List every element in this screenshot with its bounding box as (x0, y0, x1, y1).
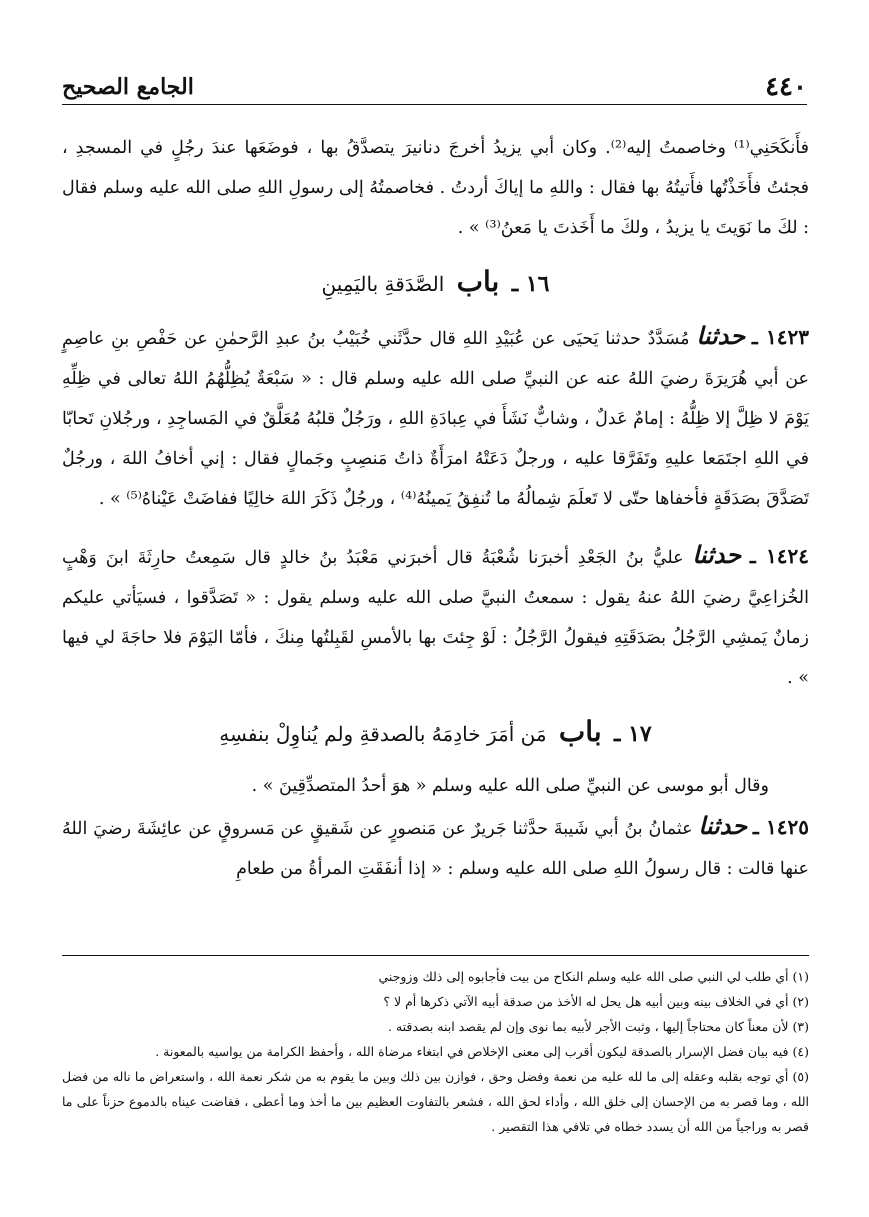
continuation-paragraph: فأَنكَحَنِي⁽¹⁾ وخاصمتُ إليه⁽²⁾. وكان أبي يزيدُ أخرجَ دنانيرَ يتصدَّقُ بها ، فوضَعَها عندَ رجُلٍ في المسجدِ ، فجئتُ فأَخَذْتُها فأَتيتُهُ بها فقال : واللهِ ما إياكَ أردتُ . فخاصمتُهُ إلى رسولِ اللهِ صلى الله عليه وسلم فقال : لكَ ما نَوَيتَ يا يزيدُ ، ولكَ ما أَخَذتَ يا مَعنُ⁽³⁾ » . (62, 138, 810, 238)
hadith-text: عليُّ بنُ الجَعْدِ أخبرَنا شُعْبَةُ قال أخبرَني مَعْبَدُ بنُ خالدٍ قال سَمِعتُ حارِثَةَ ابنَ وَهْبٍ الخُزاعِيَّ رضيَ اللهُ عنهُ يقول : سمعتُ النبيَّ صلى الله عليه وسلم يقول : « تَصَدَّقوا ، فسيَأتي عليكم زمانٌ يَمشِي الرَّجُلُ بصَدَقَتِهِ فيقولُ الرَّجُلُ : لَوْ جِئتَ بها بالأمسِ لقَبِلتُها مِنكَ ، فأمّا اليَوْمَ فلا حاجَةَ لي فيها » . (62, 548, 809, 688)
hadith-haddathana: حدثنا (698, 811, 748, 840)
page-number: ٤٤٠ (765, 72, 807, 102)
main-text (62, 128, 809, 889)
spacer (62, 519, 809, 535)
running-title: الجامع الصحيح (62, 74, 194, 100)
hadith-1425 (62, 806, 809, 889)
chapter-title: الصَّدَقةِ باليَمِينِ (321, 272, 445, 296)
hadith-1423 (62, 316, 809, 519)
chapter-title: مَن أمَرَ خادِمَهُ بالصدقةِ ولم يُناوِلْ بنفسِهِ (219, 722, 547, 746)
footnotes (62, 955, 809, 1139)
hadith-1424 (62, 535, 809, 698)
chapter-17-heading (62, 710, 809, 756)
hadith-number: ١٤٢٤ ـ (749, 544, 809, 568)
hadith-haddathana: حدثنا (696, 321, 746, 350)
footnote-2: (٢) أي في الخلاف بينه وبين أبيه هل يحل له الأخذ من صدقة أبيه الآتي ذكرها أم لا ؟ (383, 994, 809, 1009)
page-header (62, 70, 807, 105)
footnote-5: (٥) أي توجه بقلبه وعقله إلى ما لله عليه من نعمة وفضل وحق ، فوازن بين ذلك وبين ما يقوم به من شكر نعمة الله ، واستعراض ما ناله من فضل الله ، وما قصر به من الإحسان إلى خلق الله ، وأداء لحق الله ، فشعر بالتفاوت العظيم بين ما أخذ وما أعطى ، ففاضت عيناه بالدموع حزناً على ما قصر به وراجياً من الله أن يسدد خطاه في تلافي هذا التقصير . (62, 1069, 809, 1134)
hadith-number: ١٤٢٥ ـ (752, 815, 809, 839)
hadith-text: عثمانُ بنُ أبي شَيبةَ حدَّثنا جَريرٌ عن مَنصورٍ عن شَقيقٍ عن مَسروقٍ عن عائِشَةَ رضيَ اللهُ عنها قالت : قال رسولُ اللهِ صلى الله عليه وسلم : « إذا أنفَقَتِ المرأةُ من طعامِ (62, 819, 809, 879)
chapter-number: ١٦ ـ (511, 271, 550, 297)
footnote-1: (١) أي طلب لي النبي صلى الله عليه وسلم النكاح من بيت فأجابوه إلى ذلك وزوجني (378, 969, 809, 984)
hadith-haddathana: حدثنا (692, 540, 742, 569)
chapter-bab-word: باب (456, 265, 500, 298)
chapter-16-heading (62, 260, 809, 306)
chapter-bab-word: باب (558, 715, 602, 748)
hadith-number: ١٤٢٣ ـ (751, 325, 809, 349)
chapter-17-note: وقال أبو موسى عن النبيِّ صلى الله عليه وسلم « هوَ أحدُ المتصدِّقِينَ » . (251, 776, 769, 796)
footnote-3: (٣) لأن معناً كان محتاجاً إليها ، وثبت الأجر لأبيه بما نوى وإن لم يقصد ابنه بصدقته . (388, 1019, 809, 1034)
hadith-text: مُسَدَّدٌ حدثنا يَحيَى عن عُبَيْدِ اللهِ قال حدَّثَني خُبَيْبُ بنُ عبدِ الرَّحمٰنِ عن حَفْصِ بنِ عاصِمٍ عن أبي هُرَيرَةَ رضيَ اللهُ عنه عن النبيِّ صلى الله عليه وسلم قال : « سَبْعَةٌ يُظِلُّهُمُ اللهُ تعالى في ظِلِّهِ يَوْمَ لا ظِلَّ إلا ظِلُّهُ : إمامٌ عَدلٌ ، وشابٌّ نَشَأَ في عِبادَةِ اللهِ ، ورَجُلٌ قلبُهُ مُعَلَّقٌ في المَساجِدِ ، ورجُلانِ تَحابّا في اللهِ اجتَمَعا عليهِ وتَفَرَّقا عليه ، ورجلٌ دَعَتْهُ امرَأَةٌ ذاتُ مَنصِبٍ وجَمالٍ فقال : إني أخافُ اللهَ ، ورجُلٌ تَصَدَّقَ بصَدَقَةٍ فأخفاها حتّى لا تَعلَمَ شِمالُهُ ما تُنفِقُ يَمينُهُ⁽⁴⁾ ، ورجُلٌ ذَكَرَ اللهَ خالِيًا ففاضَتْ عَيْناهُ⁽⁵⁾ » . (62, 329, 809, 509)
footnote-4: (٤) فيه بيان فضل الإسرار بالصدقة ليكون أقرب إلى معنى الإخلاص في ابتغاء مرضاة الله ، وأحفظ الكرامة من يواسيه بالمعونة . (155, 1044, 809, 1059)
chapter-number: ١٧ ـ (613, 721, 652, 747)
